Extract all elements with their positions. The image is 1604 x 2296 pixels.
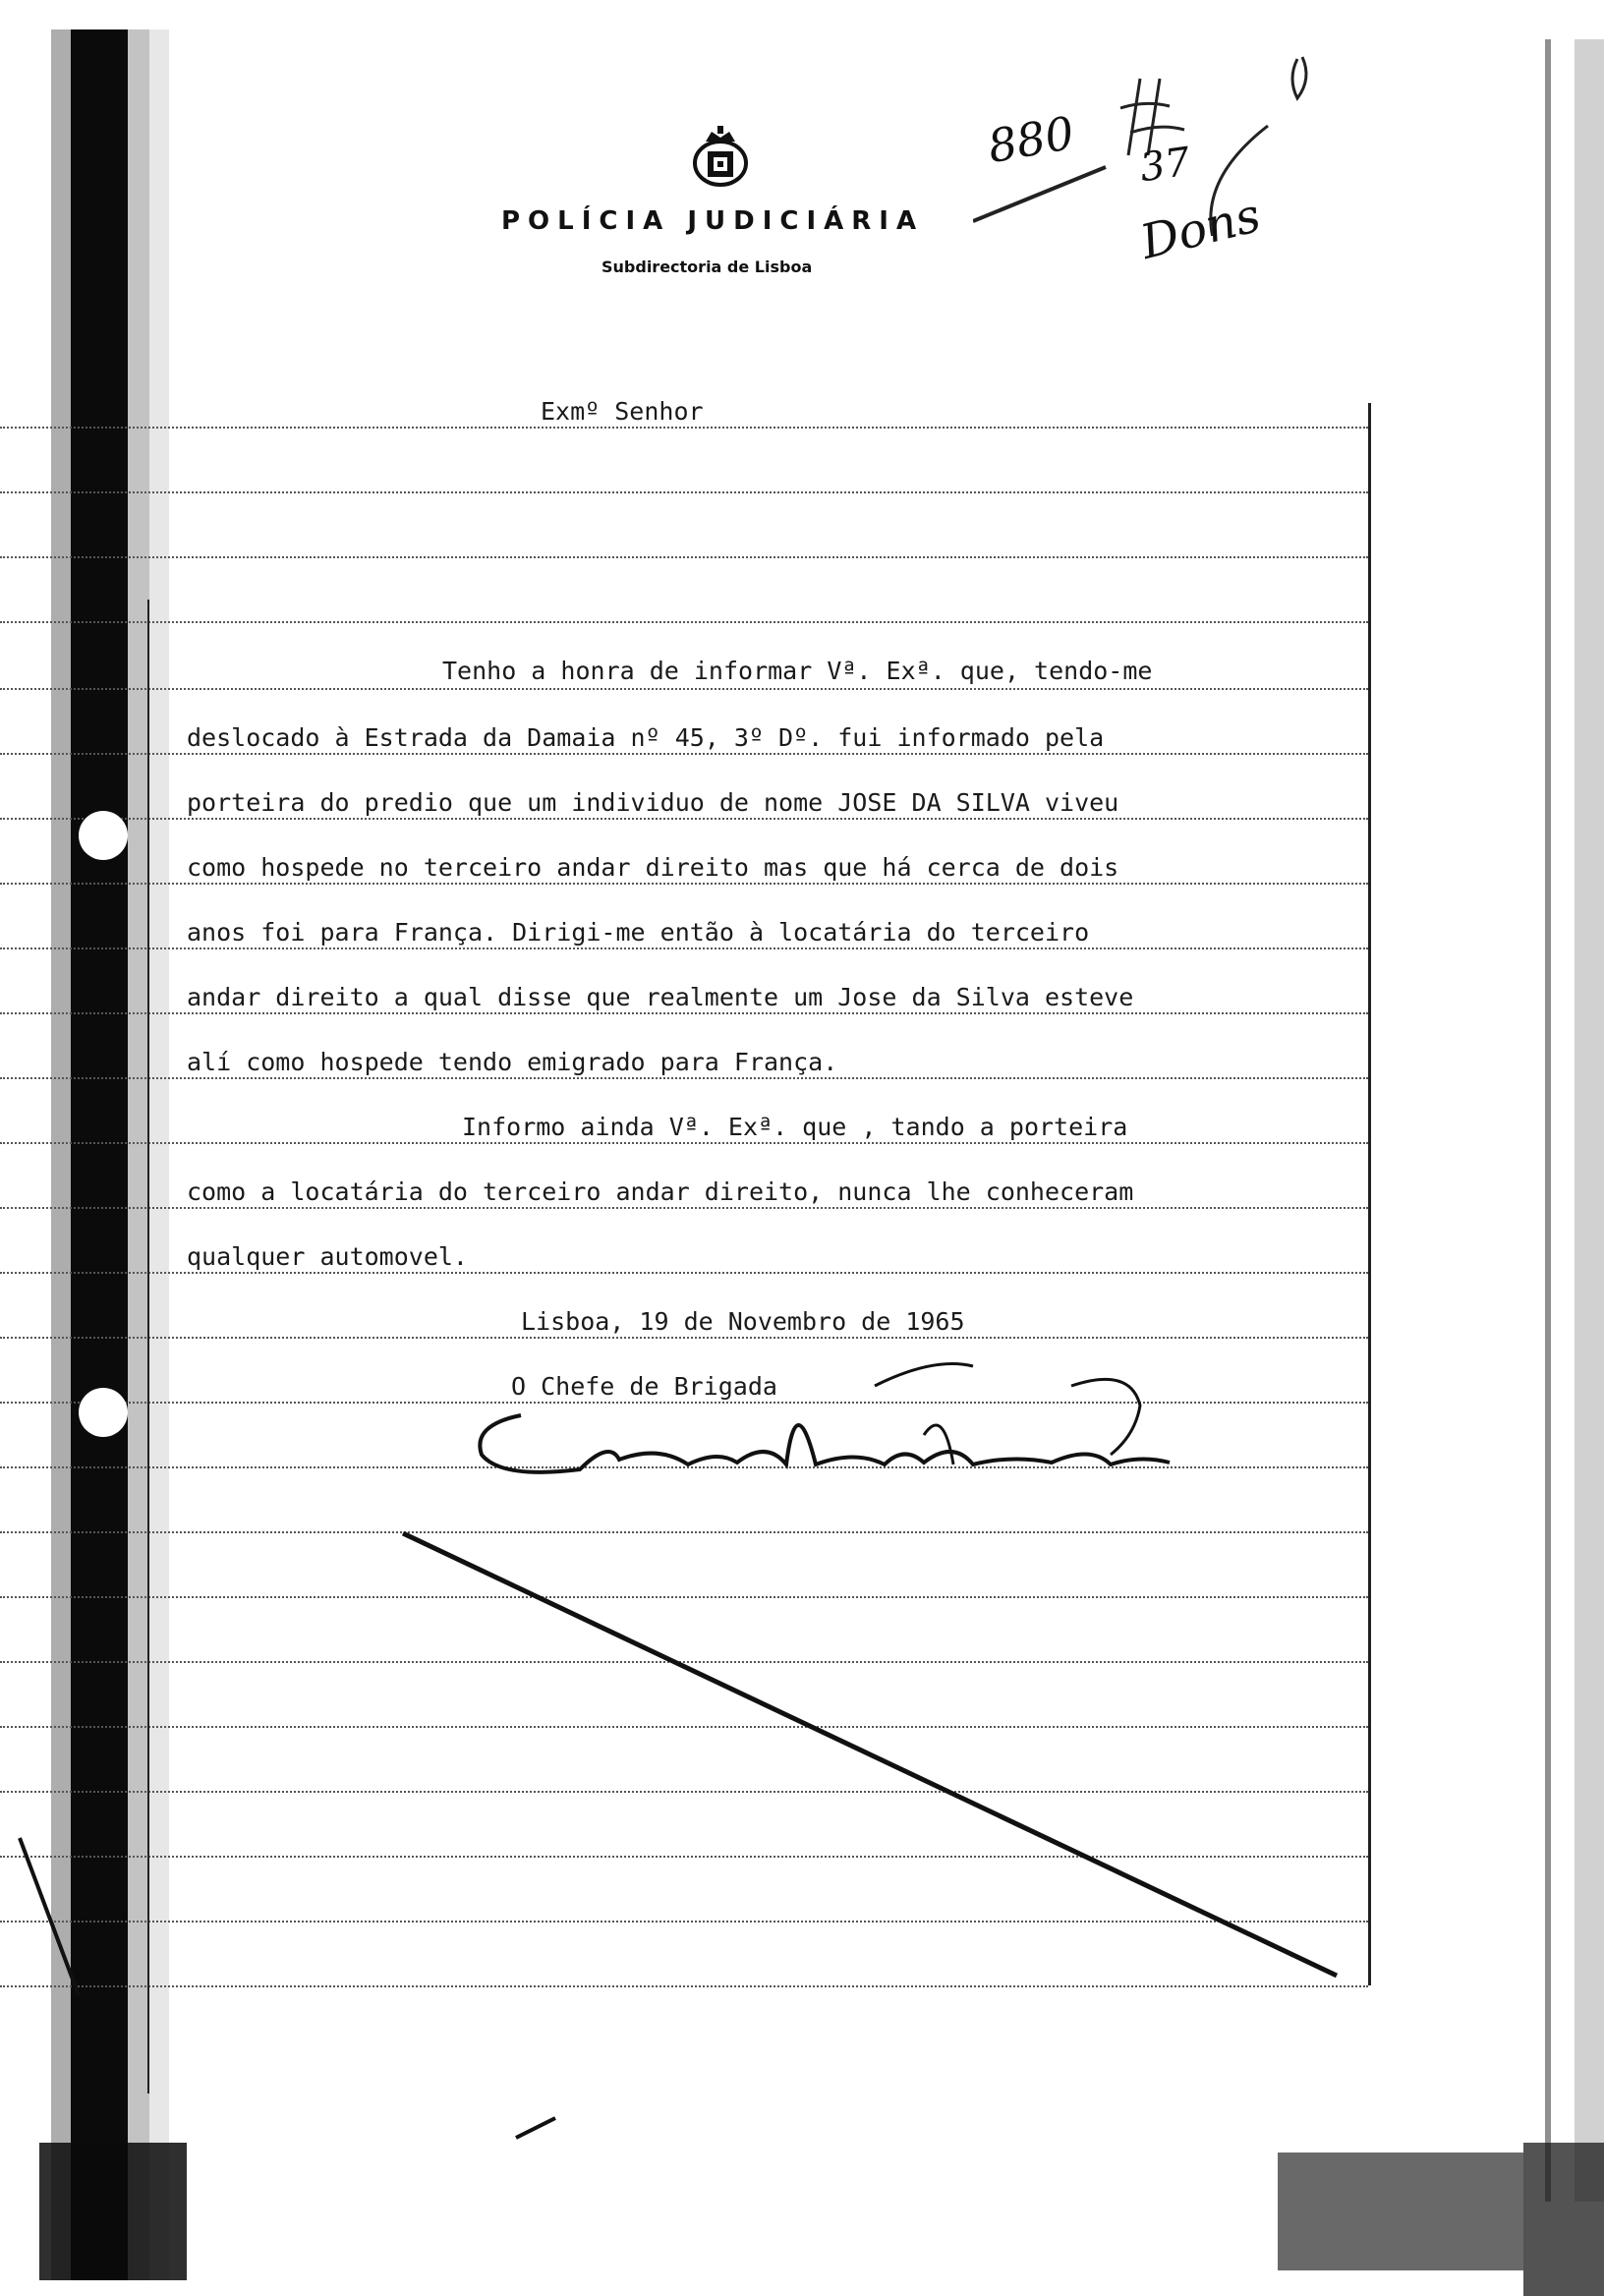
diagonal-cancel-line xyxy=(393,1523,1346,1985)
handwritten-number-880: 880 xyxy=(983,105,1078,174)
paragraph-2-line-3: qualquer automovel. xyxy=(187,1242,468,1271)
letterhead-title: POLÍCIA JUDICIÁRIA xyxy=(501,206,925,236)
paragraph-2-line-2: como a locatária do terceiro andar direito, nunca lhe conheceram xyxy=(187,1177,1134,1206)
scan-edge-right xyxy=(1545,39,1604,2202)
paragraph-1-line-5: anos foi para França. Dirigi-me então à locatária do terceiro xyxy=(187,918,1090,947)
paragraph-1-line-4: como hospede no terceiro andar direito mas que há cerca de dois xyxy=(187,853,1119,882)
paragraph-2-line-1: Informo ainda Vª. Exª. que , tando a porteira xyxy=(462,1113,1128,1141)
stray-pen-mark xyxy=(511,2113,560,2143)
scan-corner-bottom-right xyxy=(1219,2143,1604,2296)
handwritten-marks xyxy=(973,39,1327,236)
left-margin-slash xyxy=(0,1828,98,2005)
right-margin-rule xyxy=(1368,403,1371,1985)
handwritten-initials: Dons xyxy=(1135,187,1266,271)
paragraph-1-line-7: alí como hospede tendo emigrado para França. xyxy=(187,1048,838,1076)
salutation: Exmº Senhor xyxy=(541,397,704,426)
punch-hole-top xyxy=(79,811,128,860)
paragraph-1-line-6: andar direito a qual disse que realmente um Jose da Silva esteve xyxy=(187,983,1134,1011)
paragraph-1-line-2: deslocado à Estrada da Damaia nº 45, 3º Dº. fui informado pela xyxy=(187,723,1105,752)
date-line: Lisboa, 19 de Novembro de 1965 xyxy=(521,1307,965,1336)
coat-of-arms-emblem xyxy=(688,126,753,191)
signatory-title: O Chefe de Brigada xyxy=(511,1372,777,1401)
left-margin-rule xyxy=(147,600,149,2094)
punch-hole-bottom xyxy=(79,1388,128,1437)
handwritten-number-37: 37 xyxy=(1137,139,1193,192)
handwritten-signature xyxy=(462,1347,1209,1494)
letterhead-subtitle: Subdirectoria de Lisboa xyxy=(602,258,813,276)
paragraph-1-line-1: Tenho a honra de informar Vª. Exª. que, tendo-me xyxy=(442,657,1153,685)
paragraph-1-line-3: porteira do predio que um individuo de nome JOSE DA SILVA viveu xyxy=(187,788,1119,817)
